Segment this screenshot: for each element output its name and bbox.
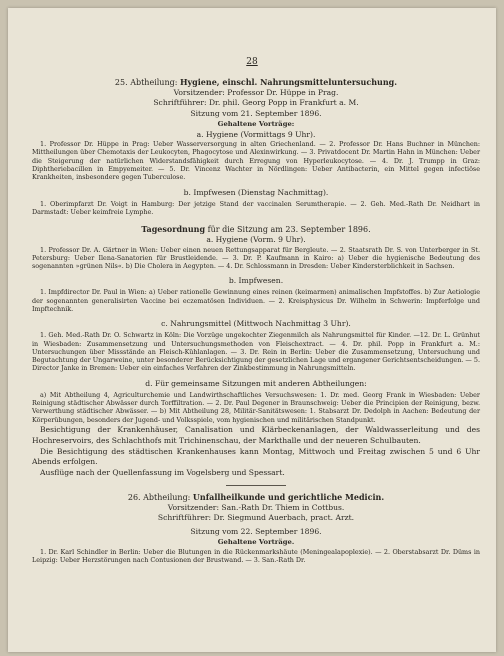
section-26-secretary: Schriftführer: Dr. Siegmund Auerbach, pract. Arzt.: [157, 513, 355, 523]
section-25-secretary: Schriftführer: Dr. phil. Georg Popp in Frankfurt a. M.: [153, 98, 359, 108]
excursion-note: Ausflüge nach der Quellenfassung im Vogelsberg und Spessart.: [40, 468, 285, 478]
hygiene-heading: a. Hygiene (Vormittags 9 Uhr).: [196, 129, 316, 139]
hygiene-talks: 1. Professor Dr. Hüppe in Prag: Ueber Wasserversorgung in alten Griechenland. — 2. Professor Dr. Hans Buchner in München: Mittheilungen über Chemotaxis der Leukocyten, Phagocytose und Alexinwirkung. — 3. Privatdocent Dr. Martin Hahn in München: Ueber die Steigerung der natürlichen Widerstandsfähigkeit durch Erregung von Hyperleukocytose. — 4. Dr. J. Trumpp in Graz: Diphtheriebacillen in Empyemeiter. — 5. Dr. Vincenz Wachter in Nördlingen: Ueber Antibacterin, ein Mittel gegen infectiöse Krankheiten, insbesondere gegen Tuberculose.: [32, 140, 480, 182]
tour-note: Besichtigung der Krankenhäuser, Canalisation und Klärbeckenanlagen, der Waldwasserleitung und des Hochreservoirs, des Schlachthofs mit Trichinenschau, der Markthalle und der neueren Schulbauten.: [32, 424, 480, 445]
vaccination2-talks: 1. Impfdirector Dr. Paul in Wien: a) Ueber rationelle Gewinnung eines reinen (keimarmen) animalischen Impfstoffes. b) Zur Aetiologie der sogenannten generalisirten Vaccine bei eczematösen Individuen. — 2. Kreisphysicus Dr. Wilhelm in Schwerin: Impferfolge und Impftechnik.: [32, 288, 480, 313]
food-talks: 1. Geh. Med.-Rath Dr. O. Schwartz in Köln: Die Vorzüge ungekochter Ziegenmilch als Nahrungsmittel für Kinder. —12. Dr. L. Grünhut in Wiesbaden: Zusammensetzung und Untersuchungsmethoden von Fleischextract. — 4. Dr. phil. Popp in Frankfurt a. M.: Untersuchungen über Missstände an Fleisch-Kühlanlagen. — 3. Dr. Rein in Berlin: Ueber die Zusammensetzung, Untersuchung und Begutachtung der Ungarweine, unter besonderer Berücksichtigung der gesetzlichen Lage und ergangener Gerichtsentscheidungen. — 5. Director Janke in Bremen: Ueber ein einfaches Verfahren der Zinkbestimmung in Nahrungsmitteln.: [32, 331, 480, 373]
section-25-chair: Vorsitzender: Professor Dr. Hüppe in Prag.: [173, 88, 339, 97]
vaccination-talks: 1. Oberimpfarzt Dr. Voigt in Hamburg: Der jetzige Stand der vaccinalen Serumtherapie. — 2. Geh. Med.-Rath Dr. Neidhart in Darmstadt: Ueber keimfreie Lymphe.: [32, 199, 480, 216]
joint-sessions-talks: a) Mit Abtheilung 4, Agriculturchemie und Landwirthschaftliches Versuchswesen: 1. Dr. med. Georg Frank in Wiesbaden: Ueber Reinigung städtischer Abwässer durch Torffiltration. — 2. Dr. Paul Degener in Braunschweig: Ueber die Principien der Reinigung, bezw. Verwerthung städtischer Abwässer. — b) Mit Abtheilung 28, Militär-Sanitätswesen: 1. Stabsarzt Dr. Dedolph in Aachen: Bedeutung der Körperübungen, besonders der Jugend- und Volksspiele, vom hygienischen und militärischen Standpunkt.: [32, 390, 480, 424]
vaccination-heading: b. Impfwesen (Dienstag Nachmittag).: [183, 187, 329, 197]
page-number: 28: [246, 57, 258, 67]
hygiene2-talks: 1. Professor Dr. A. Gärtner in Wien: Ueber einen neuen Rettungsapparat für Bergleute. — 2. Staatsrath Dr. S. von Unterberger in St. Petersburg: Ueber Ilena-Sanatorien für Brustleidende. — 3. Dr. P. Kaufmann in Kairo: a) Ueber die hygienische Bedeutung des sogenannten »grünen Nils«. b) Die Cholera in Aegypten. — 4. Dr. Schlossmann in Dresden: Ueber Kindersterblichkeit in Sachsen.: [32, 245, 480, 271]
section-25-date: Sitzung vom 21. September 1896.: [190, 108, 322, 118]
joint-sessions-heading: d. Für gemeinsame Sitzungen mit anderen Abtheilungen:: [145, 378, 367, 388]
section-26-title: 26. Abtheilung: Unfallheilkunde und gerichtliche Medicin.: [127, 491, 385, 502]
section-26-talks-heading: Gehaltene Vorträge.: [217, 538, 295, 547]
section-divider: [226, 485, 286, 486]
hospital-visit-note: Die Besichtigung des städtischen Krankenhauses kann Montag, Mittwoch und Freitag zwischen 5 und 6 Uhr Abends erfolgen.: [32, 446, 480, 467]
vaccination2-heading: b. Impfwesen.: [228, 276, 284, 286]
section-25-title: 25. Abtheilung: Hygiene, einschl. Nahrungsmitteluntersuchung.: [114, 77, 398, 87]
section-26-date: Sitzung vom 22. September 1896.: [190, 526, 322, 536]
section-26-talks: 1. Dr. Karl Schindler in Berlin: Ueber die Blutungen in die Rückenmarkshäute (Meningealapoplexie). — 2. Oberstabsarzt Dr. Düms in Leipzig: Ueber Herzstörungen nach Contusionen der Brustwand. — 3. San.-Rath Dr.: [32, 547, 480, 564]
section-25-talks-heading: Gehaltene Vorträge:: [217, 120, 295, 129]
food-heading: c. Nahrungsmittel (Mittwoch Nachmittag 3 Uhr).: [161, 319, 351, 329]
agenda-heading: Tagesordnung für die Sitzung am 23. September 1896.: [141, 224, 371, 235]
page-content: [32, 55, 480, 564]
hygiene2-heading: a. Hygiene (Vorm. 9 Uhr).: [206, 235, 306, 245]
section-26-chair: Vorsitzender: San.-Rath Dr. Thiem in Cottbus.: [167, 502, 345, 512]
